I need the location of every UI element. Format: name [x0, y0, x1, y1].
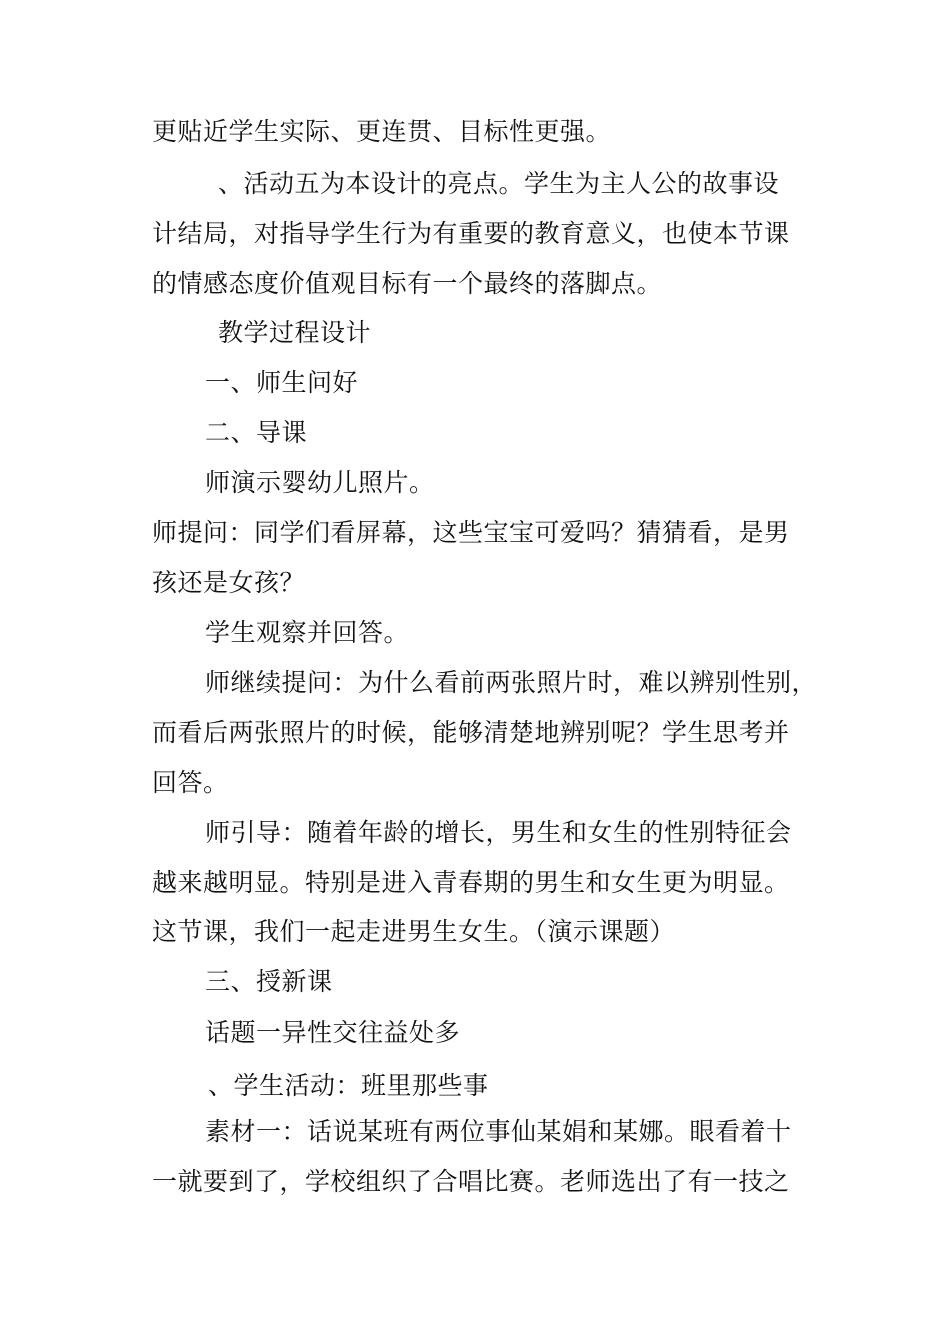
topic-heading: 话题一异性交往益处多	[205, 1018, 461, 1047]
paragraph-line: 更贴近学生实际、更连贯、目标性更强。	[152, 117, 612, 146]
paragraph-line: 计结局，对指导学生行为有重要的教育意义，也使本节课	[152, 219, 790, 248]
paragraph-line: 师演示婴幼儿照片。	[205, 468, 435, 497]
paragraph-line: 素材一：话说某班有两位事仙某娟和某娜。眼看着十	[205, 1117, 792, 1146]
paragraph-line: 师提问：同学们看屏幕，这些宝宝可爱吗？猜猜看，是男	[152, 518, 790, 547]
paragraph-line: 这节课，我们一起走进男生女生。（演示课题）	[152, 917, 676, 946]
paragraph-line: 回答。	[152, 768, 229, 797]
paragraph-line: 孩还是女孩？	[152, 568, 306, 597]
paragraph-line: 学生观察并回答。	[205, 618, 410, 647]
section-heading: 教学过程设计	[218, 318, 372, 347]
paragraph-line: 的情感态度价值观目标有一个最终的落脚点。	[152, 269, 663, 298]
paragraph-line: 师继续提问：为什么看前两张照片时，难以辨别性别，	[205, 668, 818, 697]
paragraph-line: 、活动五为本设计的亮点。学生为主人公的故事设	[218, 169, 780, 198]
section-heading: 三、授新课	[205, 967, 333, 996]
activity-heading: 、学生活动：班里那些事	[208, 1071, 489, 1100]
section-heading: 一、师生问好	[205, 368, 359, 397]
paragraph-line: 师引导：随着年龄的增长，男生和女生的性别特征会	[205, 818, 792, 847]
section-heading: 二、导课	[205, 418, 308, 447]
paragraph-line: 越来越明显。特别是进入青春期的男生和女生更为明显。	[152, 868, 790, 897]
paragraph-line: 一就要到了，学校组织了合唱比赛。老师选出了有一技之	[152, 1167, 790, 1196]
paragraph-line: 而看后两张照片的时候，能够清楚地辨别呢？学生思考并	[152, 718, 790, 747]
